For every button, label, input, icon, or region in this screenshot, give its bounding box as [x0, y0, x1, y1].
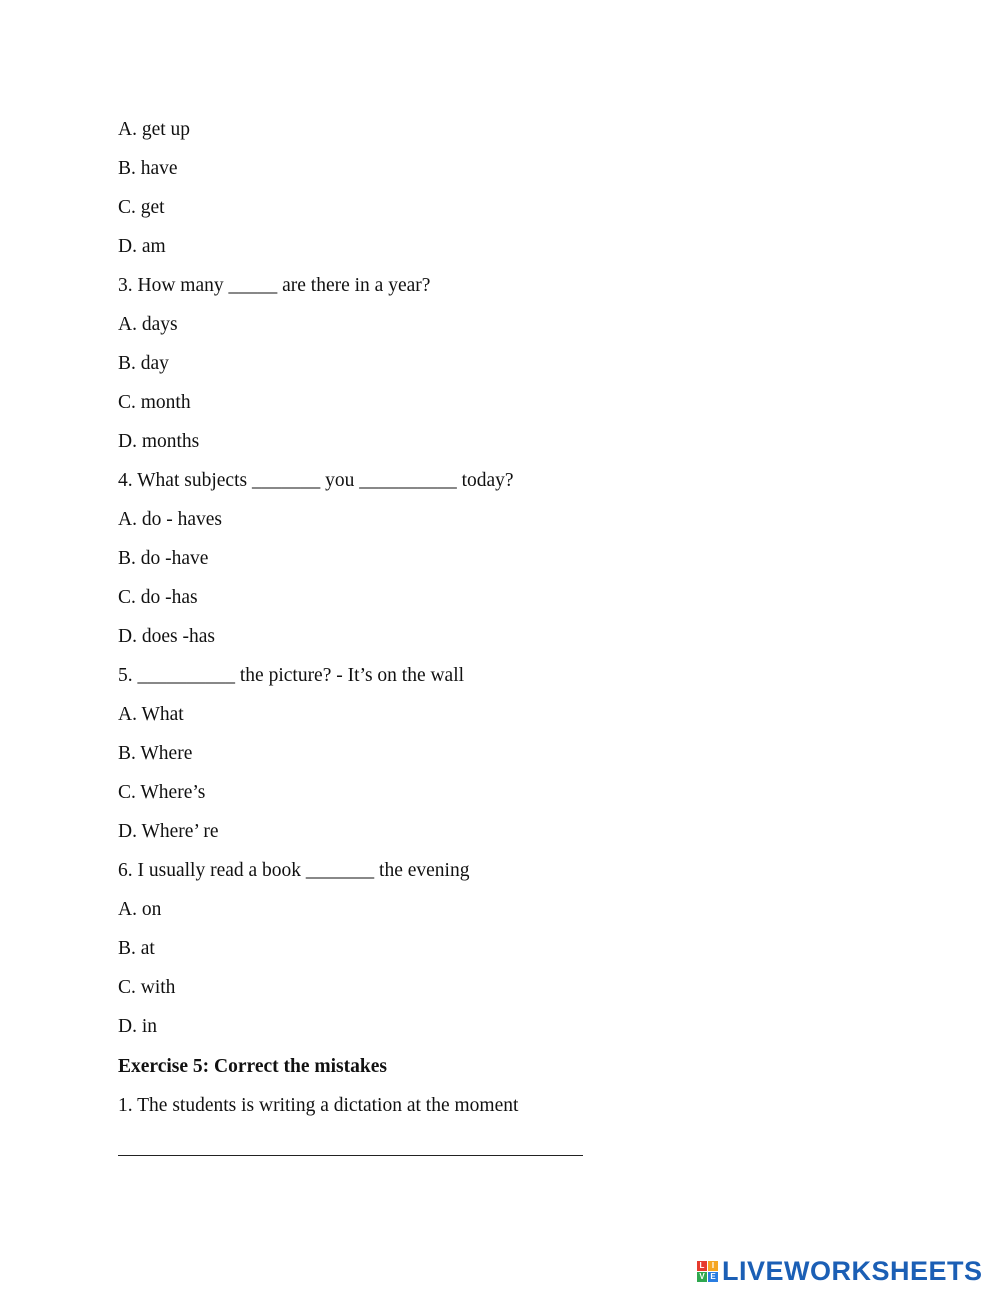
- logo-letter: E: [708, 1272, 718, 1282]
- option-b: B. Where: [118, 743, 193, 764]
- option-b: B. do -have: [118, 548, 209, 569]
- brand-name: LIVEWORKSHEETS: [722, 1255, 983, 1286]
- answer-line[interactable]: [118, 1155, 583, 1156]
- logo-letter: L: [697, 1261, 707, 1271]
- logo-letter: I: [708, 1261, 718, 1271]
- option-c: C. with: [118, 977, 176, 998]
- option-d: D. in: [118, 1016, 157, 1037]
- option-b: B. have: [118, 158, 178, 179]
- question-3: 3. How many _____ are there in a year?: [118, 275, 431, 296]
- option-c: C. month: [118, 392, 191, 413]
- option-a: A. do - haves: [118, 509, 222, 530]
- option-a: A. get up: [118, 119, 191, 140]
- option-c: C. do -has: [118, 587, 198, 608]
- option-a: A. days: [118, 314, 178, 335]
- option-a: A. on: [118, 899, 162, 920]
- exercise-5-heading: Exercise 5: Correct the mistakes: [118, 1056, 387, 1077]
- option-a: A. What: [118, 704, 184, 725]
- option-b: B. day: [118, 353, 169, 374]
- exercise-5-item-1: 1. The students is writing a dictation at the moment: [118, 1095, 519, 1116]
- option-d: D. months: [118, 431, 200, 452]
- logo-letter: V: [697, 1272, 707, 1282]
- option-b: B. at: [118, 938, 155, 959]
- question-6: 6. I usually read a book _______ the evening: [118, 860, 470, 881]
- option-d: D. does -has: [118, 626, 215, 647]
- option-d: D. Where’ re: [118, 821, 219, 842]
- option-c: C. get: [118, 197, 165, 218]
- logo-icon: [697, 1261, 718, 1282]
- question-5: 5. __________ the picture? - It’s on the wall: [118, 665, 465, 686]
- option-d: D. am: [118, 236, 166, 257]
- question-4: 4. What subjects _______ you __________ today?: [118, 470, 514, 491]
- liveworksheets-logo: [697, 1256, 983, 1286]
- option-c: C. Where’s: [118, 782, 206, 803]
